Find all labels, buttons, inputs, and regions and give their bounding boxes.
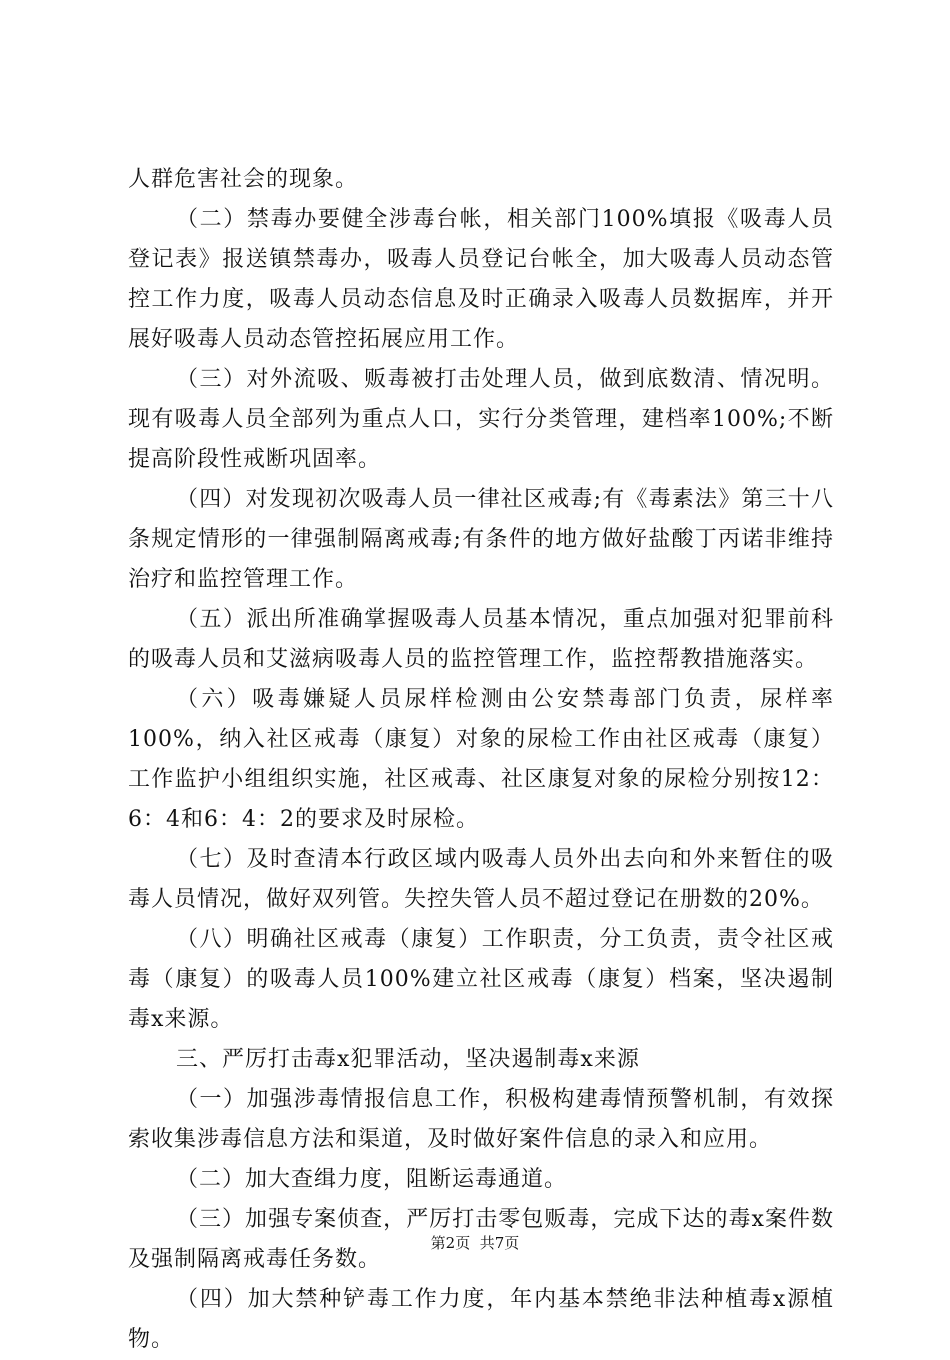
paragraph-item-6: （六）吸毒嫌疑人员尿样检测由公安禁毒部门负责，尿样率100%，纳入社区戒毒（康复）对象的尿检工作由社区戒毒（康复）工作监护小组组织实施，社区戒毒、社区康复对象的尿检分别按12：6：4和6：4：2的要求及时尿检。 xyxy=(128,687,834,832)
paragraph-item-2: （二）禁毒办要健全涉毒台帐，相关部门100%填报《吸毒人员登记表》报送镇禁毒办，吸毒人员登记台帐全，加大吸毒人员动态管控工作力度，吸毒人员动态信息及时正确录入吸毒人员数据库，并开展好吸毒人员动态管控拓展应用工作。 xyxy=(128,207,834,352)
paragraph-continuation: 人群危害社会的现象。 xyxy=(128,167,359,192)
document-body xyxy=(128,160,834,1360)
paragraph-section3-item-1: （一）加强涉毒情报信息工作，积极构建毒情预警机制，有效探索收集涉毒信息方法和渠道，及时做好案件信息的录入和应用。 xyxy=(128,1087,834,1152)
paragraph-item-4: （四）对发现初次吸毒人员一律社区戒毒;有《毒素法》第三十八条规定情形的一律强制隔离戒毒;有条件的地方做好盐酸丁丙诺非维持治疗和监控管理工作。 xyxy=(128,487,834,592)
section-heading: 三、严厉打击毒x犯罪活动，坚决遏制毒x来源 xyxy=(176,1047,640,1072)
paragraph-section3-item-4: （四）加大禁种铲毒工作力度，年内基本禁绝非法种植毒x源植物。 xyxy=(128,1287,834,1352)
page-total: 共7页 xyxy=(479,1234,520,1252)
paragraph-item-5: （五）派出所准确掌握吸毒人员基本情况，重点加强对犯罪前科的吸毒人员和艾滋病吸毒人员的监控管理工作，监控帮教措施落实。 xyxy=(128,607,834,672)
page-number: 第2页 xyxy=(430,1234,471,1252)
paragraph-item-8: （八）明确社区戒毒（康复）工作职责，分工负责，责令社区戒毒（康复）的吸毒人员100%建立社区戒毒（康复）档案，坚决遏制毒x来源。 xyxy=(128,927,834,1032)
paragraph-item-3: （三）对外流吸、贩毒被打击处理人员，做到底数清、情况明。现有吸毒人员全部列为重点人口，实行分类管理，建档率100%;不断提高阶段性戒断巩固率。 xyxy=(128,367,834,472)
paragraph-item-7: （七）及时查清本行政区域内吸毒人员外出去向和外来暂住的吸毒人员情况，做好双列管。失控失管人员不超过登记在册数的20%。 xyxy=(128,847,834,912)
paragraph-section3-item-3: （三）加强专案侦查，严厉打击零包贩毒，完成下达的毒x案件数及强制隔离戒毒任务数。 xyxy=(128,1207,834,1272)
page-footer xyxy=(0,1233,950,1253)
paragraph-section3-item-2: （二）加大查缉力度，阻断运毒通道。 xyxy=(176,1167,568,1192)
